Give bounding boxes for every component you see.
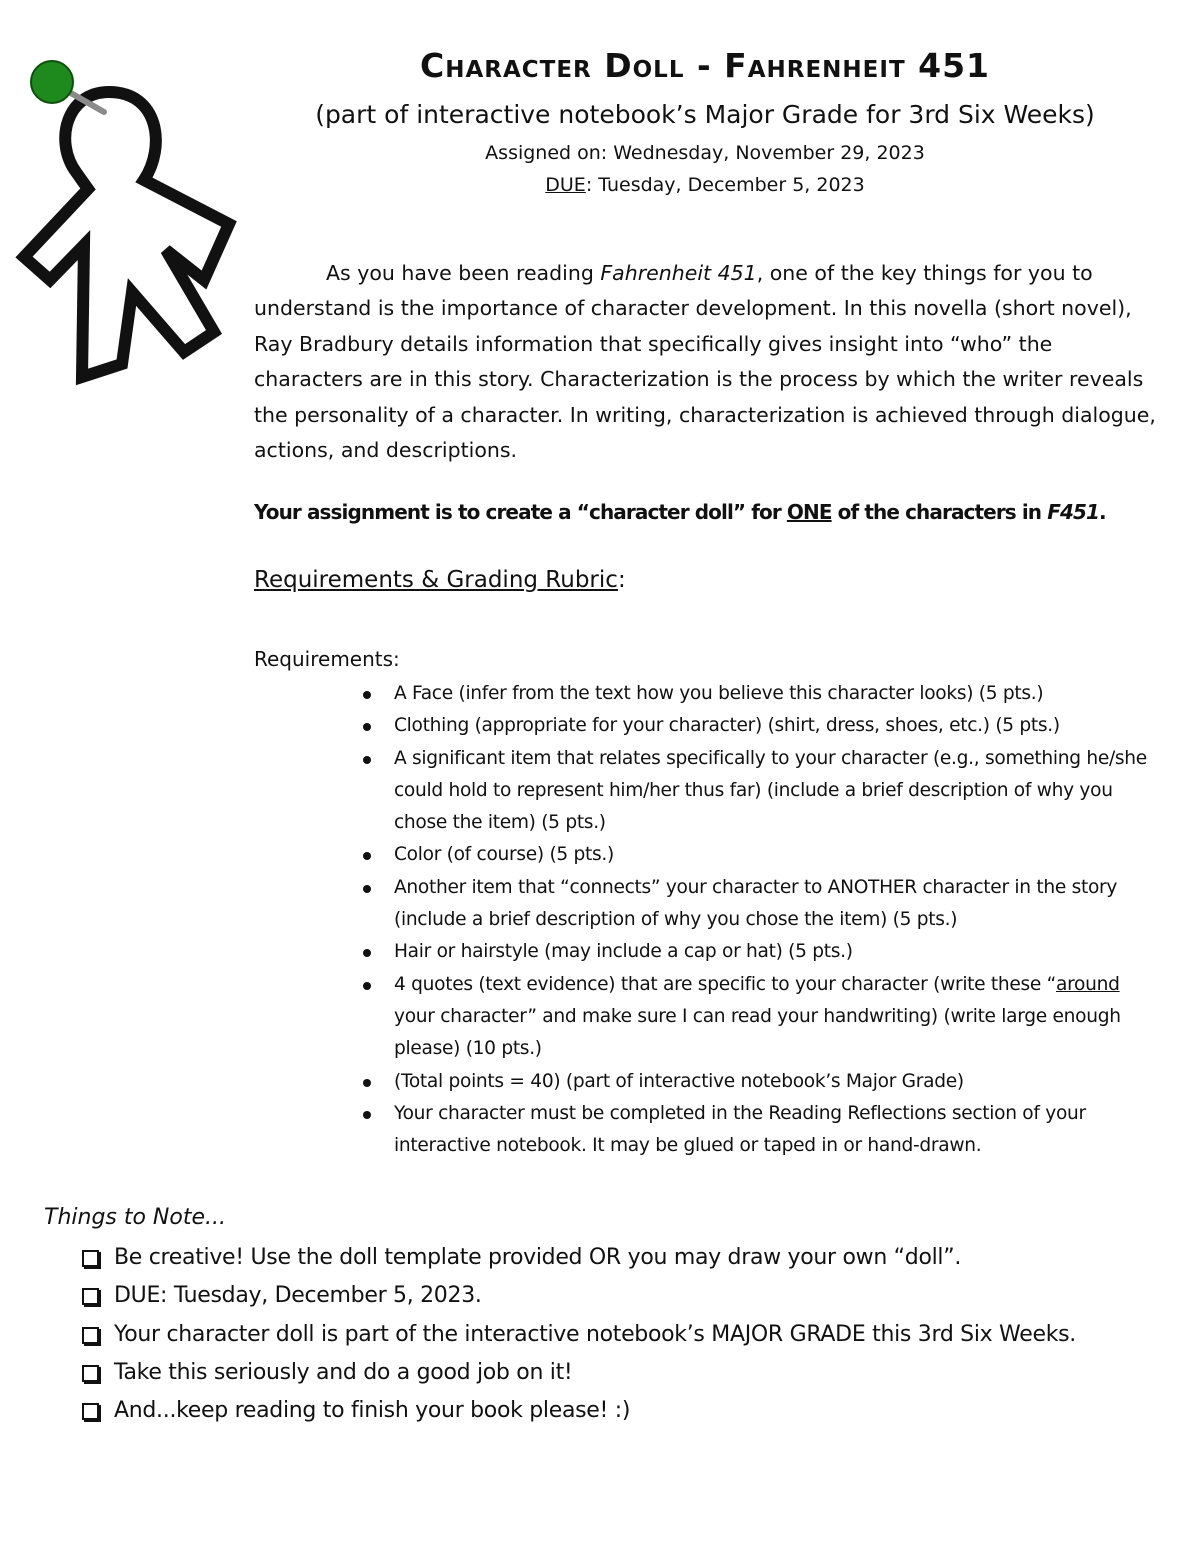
requirement-item: Your character must be completed in the Reading Reflections section of your interactive notebook. It may be glued or taped in or hand-drawn. [394,1098,1164,1163]
note-text: DUE: Tuesday, December 5, 2023. [114,1283,482,1309]
checkbox-icon [82,1327,99,1344]
things-to-note-heading: Things to Note... [44,1205,226,1230]
page-title: Character Doll - Fahrenheit 451 [419,46,991,85]
intro-book-title: Fahrenheit 451 [600,261,757,285]
checkbox-icon [82,1288,99,1305]
note-text: Take this seriously and do a good job on it! [114,1359,573,1385]
note-text: Your character doll is part of the interactive notebook’s MAJOR GRADE this 3rd Six Weeks. [114,1321,1076,1347]
note-item [82,1354,1172,1392]
requirement-item: A significant item that relates specifically to your character (e.g., something he/she could hold to represent him/her thus far) (include a brief description of why you chose the item) (5 pts.) [394,743,1164,840]
requirement-item: Clothing (appropriate for your character) (shirt, dress, shoes, etc.) (5 pts.) [394,710,1164,742]
intro-part-2: , one of the key things for you to understand is the importance of character development. In this novella (short novel), Ray Bradbury details information that specifically gives insight into “who” the characters are in this story. Characterization is the process by which the writer reveals the personality of a character. In writing, characterization is achieved through dialogue, actions, and descriptions. [254,261,1156,463]
assignment-after: of the characters in [831,500,1048,524]
intro-paragraph [254,256,1164,468]
due-date-value: : Tuesday, December 5, 2023 [585,174,865,196]
checkbox-icon [82,1365,99,1382]
requirement-item-total: (Total points = 40) (part of interactive notebook’s Major Grade) [394,1066,1164,1098]
rubric-heading-text: Requirements & Grading Rubric [254,567,618,593]
note-text: And...keep reading to finish your book please! :) [114,1398,631,1424]
page-subtitle: (part of interactive notebook’s Major Grade for 3rd Six Weeks) [315,100,1095,129]
due-date [240,174,1170,196]
requirement-item: Another item that “connects” your character to ANOTHER character in the story (include a brief description of why you chose the item) (5 pts.) [394,872,1164,937]
requirements-list [394,678,1164,1162]
note-item [82,1239,1172,1277]
assigned-date: Assigned on: Wednesday, November 29, 2023 [485,142,925,164]
note-item [82,1277,1172,1315]
checkbox-icon [82,1403,99,1420]
note-item [82,1316,1172,1354]
requirement-item: A Face (infer from the text how you believe this character looks) (5 pts.) [394,678,1164,710]
rubric-heading-colon: : [617,567,626,593]
due-label: DUE [545,174,586,196]
requirement-item: Color (of course) (5 pts.) [394,839,1164,871]
doll-outline-icon [14,52,244,392]
quotes-before: 4 quotes (text evidence) that are specific to your character (write these “ [394,973,1057,995]
note-text: Be creative! Use the doll template provided OR you may draw your own “doll”. [114,1245,962,1270]
quotes-around: around [1056,973,1120,995]
assignment-statement [254,500,1164,524]
note-item [82,1392,1172,1430]
notes-list [82,1239,1172,1430]
requirement-item: Hair or hairstyle (may include a cap or hat) (5 pts.) [394,936,1164,968]
assignment-book-abbrev: F451 [1047,500,1100,524]
intro-part-1: As you have been reading [326,261,601,285]
assignment-end: . [1099,500,1106,524]
requirement-item-quotes [394,969,1164,1066]
assignment-before: Your assignment is to create a “character doll” for [254,500,787,524]
rubric-heading [254,567,626,593]
requirements-label: Requirements: [254,647,400,671]
pushpin-icon [31,61,104,112]
checkbox-icon [82,1250,99,1267]
assignment-one: ONE [786,500,832,524]
quotes-after: your character” and make sure I can read your handwriting) (write large enough please) (10 pts.) [394,1005,1121,1060]
